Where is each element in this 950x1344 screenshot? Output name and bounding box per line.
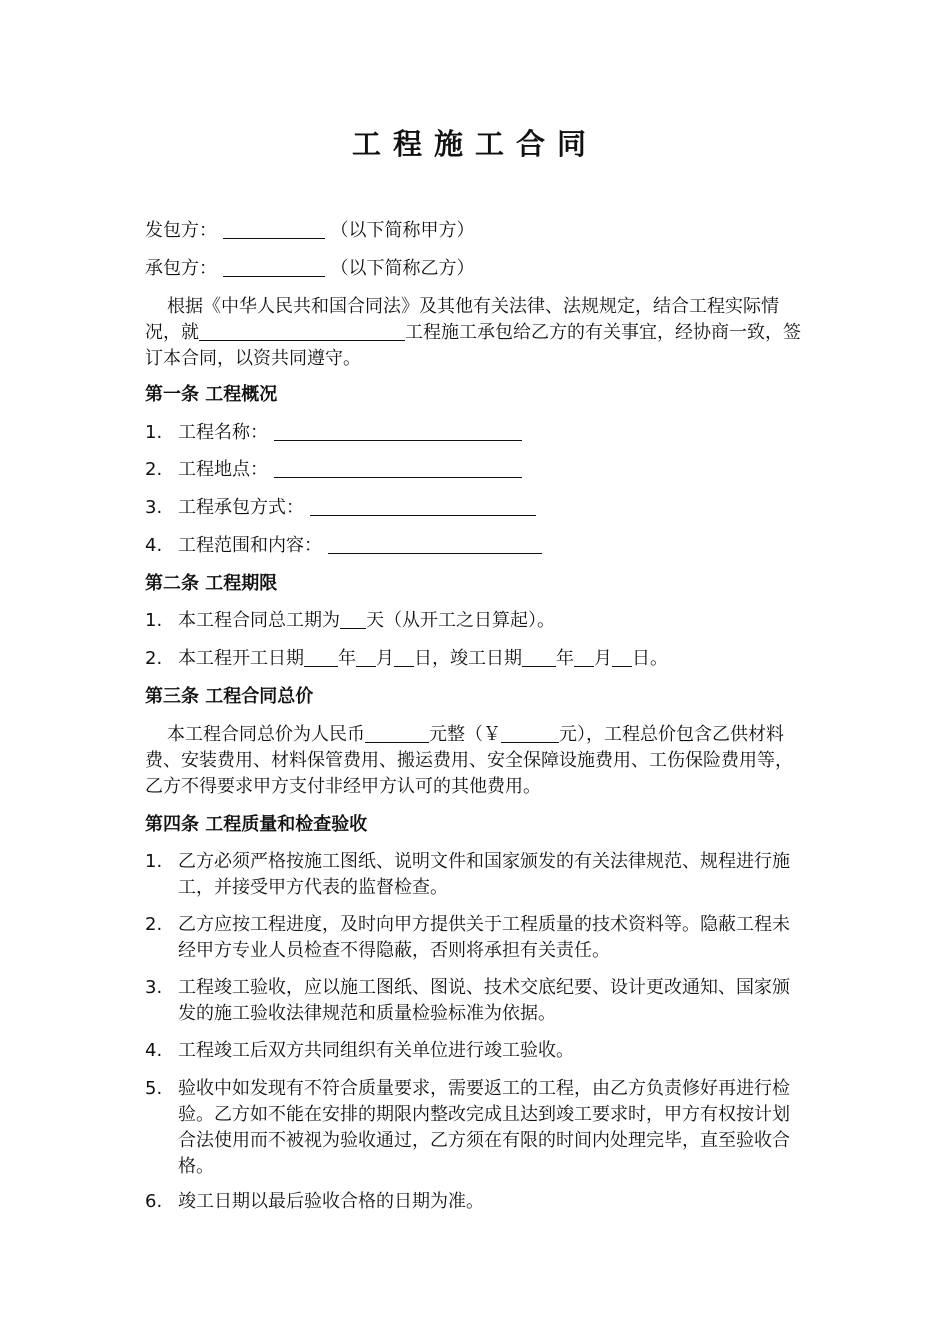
employer-label: 发包方： xyxy=(145,220,217,241)
end-day-blank[interactable] xyxy=(612,648,632,667)
intro-text-1: 根据《中华人民共和国合同法》及其他有关法律、法规规定，结合工程实际情况，就 xyxy=(145,296,779,343)
article4-item-number: 5. xyxy=(145,1078,163,1099)
project-location-field[interactable] xyxy=(274,459,522,478)
project-name-blank[interactable] xyxy=(199,322,405,341)
project-name-label: 工程名称： xyxy=(178,422,268,443)
contractor-label: 承包方： xyxy=(145,258,217,279)
article2-item-number: 2. xyxy=(145,648,163,669)
contract-method-field[interactable] xyxy=(310,497,536,516)
end-date-label: 日，竣工日期 xyxy=(414,648,522,669)
contractor-blank[interactable] xyxy=(223,258,325,277)
project-location-label: 工程地点： xyxy=(178,459,268,480)
price-rmb-blank[interactable] xyxy=(365,724,429,743)
start-date-label: 本工程开工日期 xyxy=(178,648,304,669)
article2-item-duration xyxy=(178,608,555,634)
duration-days-blank[interactable] xyxy=(340,610,366,629)
year-label: 年 xyxy=(338,648,356,669)
start-month-blank[interactable] xyxy=(356,648,376,667)
end-year-blank[interactable] xyxy=(522,648,556,667)
end-month-blank[interactable] xyxy=(574,648,594,667)
article1-item xyxy=(178,457,522,483)
intro-paragraph xyxy=(145,294,805,372)
project-name-field[interactable] xyxy=(274,422,522,441)
employer-note: （以下简称甲方） xyxy=(330,220,475,241)
document-title: 工程施工合同 xyxy=(351,127,598,161)
article2-item-number: 1. xyxy=(145,610,163,631)
employer-line xyxy=(145,218,474,244)
article4-item: 乙方必须严格按施工图纸、说明文件和国家颁发的有关法律规范、规程进行施工，并接受甲方代表的监督检查。 xyxy=(178,851,790,898)
duration-text-a: 本工程合同总工期为 xyxy=(178,610,340,631)
scope-label: 工程范围和内容： xyxy=(178,535,322,556)
article2-item-dates xyxy=(178,646,668,672)
article4-item: 验收中如发现有不符合质量要求，需要返工的工程，由乙方负责修好再进行检验。乙方如不能在安排的期限内整改完成且达到竣工要求时，甲方有权按计划合法使用而不被视为验收通过，乙方须在有限的时间内处理完毕，直至验收合格。 xyxy=(178,1078,790,1177)
month-label: 月 xyxy=(376,648,394,669)
article1-item-number: 1. xyxy=(145,422,163,443)
start-day-blank[interactable] xyxy=(394,648,414,667)
article2-heading: 第二条 工程期限 xyxy=(145,573,278,594)
duration-text-b: 天（从开工之日算起）。 xyxy=(366,610,555,631)
day-label: 日。 xyxy=(632,648,668,669)
contractor-line xyxy=(145,256,474,282)
article1-item xyxy=(178,420,522,446)
article4-item-number: 6. xyxy=(145,1191,163,1212)
start-year-blank[interactable] xyxy=(304,648,338,667)
contractor-note: （以下简称乙方） xyxy=(330,258,475,279)
price-text-b: 元整（￥ xyxy=(429,724,501,745)
article4-item-number: 4. xyxy=(145,1040,163,1061)
article3-paragraph xyxy=(145,722,800,800)
scope-field[interactable] xyxy=(328,535,542,554)
article1-item-number: 3. xyxy=(145,497,163,518)
price-text-c: 元），工程总价包含乙供材料费、安装费用、材料保管费用、搬运费用、安全保障设施费用、工伤保险费用等，乙方不得要求甲方支付非经甲方认可的其他费用。 xyxy=(145,724,793,797)
article4-item-number: 2. xyxy=(145,914,163,935)
article1-item-number: 4. xyxy=(145,535,163,556)
employer-blank[interactable] xyxy=(223,220,325,239)
article4-item-number: 1. xyxy=(145,851,163,872)
article4-item-number: 3. xyxy=(145,977,163,998)
contract-method-label: 工程承包方式： xyxy=(178,497,304,518)
article1-item-number: 2. xyxy=(145,459,163,480)
article1-item xyxy=(178,533,542,559)
article1-item xyxy=(178,495,536,521)
article1-heading: 第一条 工程概况 xyxy=(145,384,278,405)
intro-text-2: 工程施工承包给乙方的有关事宜，经协商一致，签订本合同，以资共同遵守。 xyxy=(145,322,801,369)
article4-item: 竣工日期以最后验收合格的日期为准。 xyxy=(178,1191,484,1212)
article3-heading: 第三条 工程合同总价 xyxy=(145,686,314,707)
article4-item: 乙方应按工程进度，及时向甲方提供关于工程质量的技术资料等。隐蔽工程未经甲方专业人员检查不得隐蔽，否则将承担有关责任。 xyxy=(178,914,790,961)
article4-item: 工程竣工后双方共同组织有关单位进行竣工验收。 xyxy=(178,1040,574,1061)
article4-heading: 第四条 工程质量和检查验收 xyxy=(145,814,368,835)
year-label: 年 xyxy=(556,648,574,669)
month-label: 月 xyxy=(594,648,612,669)
article4-item: 工程竣工验收，应以施工图纸、图说、技术交底纪要、设计更改通知、国家颁发的施工验收法律规范和质量检验标准为依据。 xyxy=(178,977,790,1024)
price-number-blank[interactable] xyxy=(501,724,559,743)
price-text-a: 本工程合同总价为人民币 xyxy=(167,724,365,745)
